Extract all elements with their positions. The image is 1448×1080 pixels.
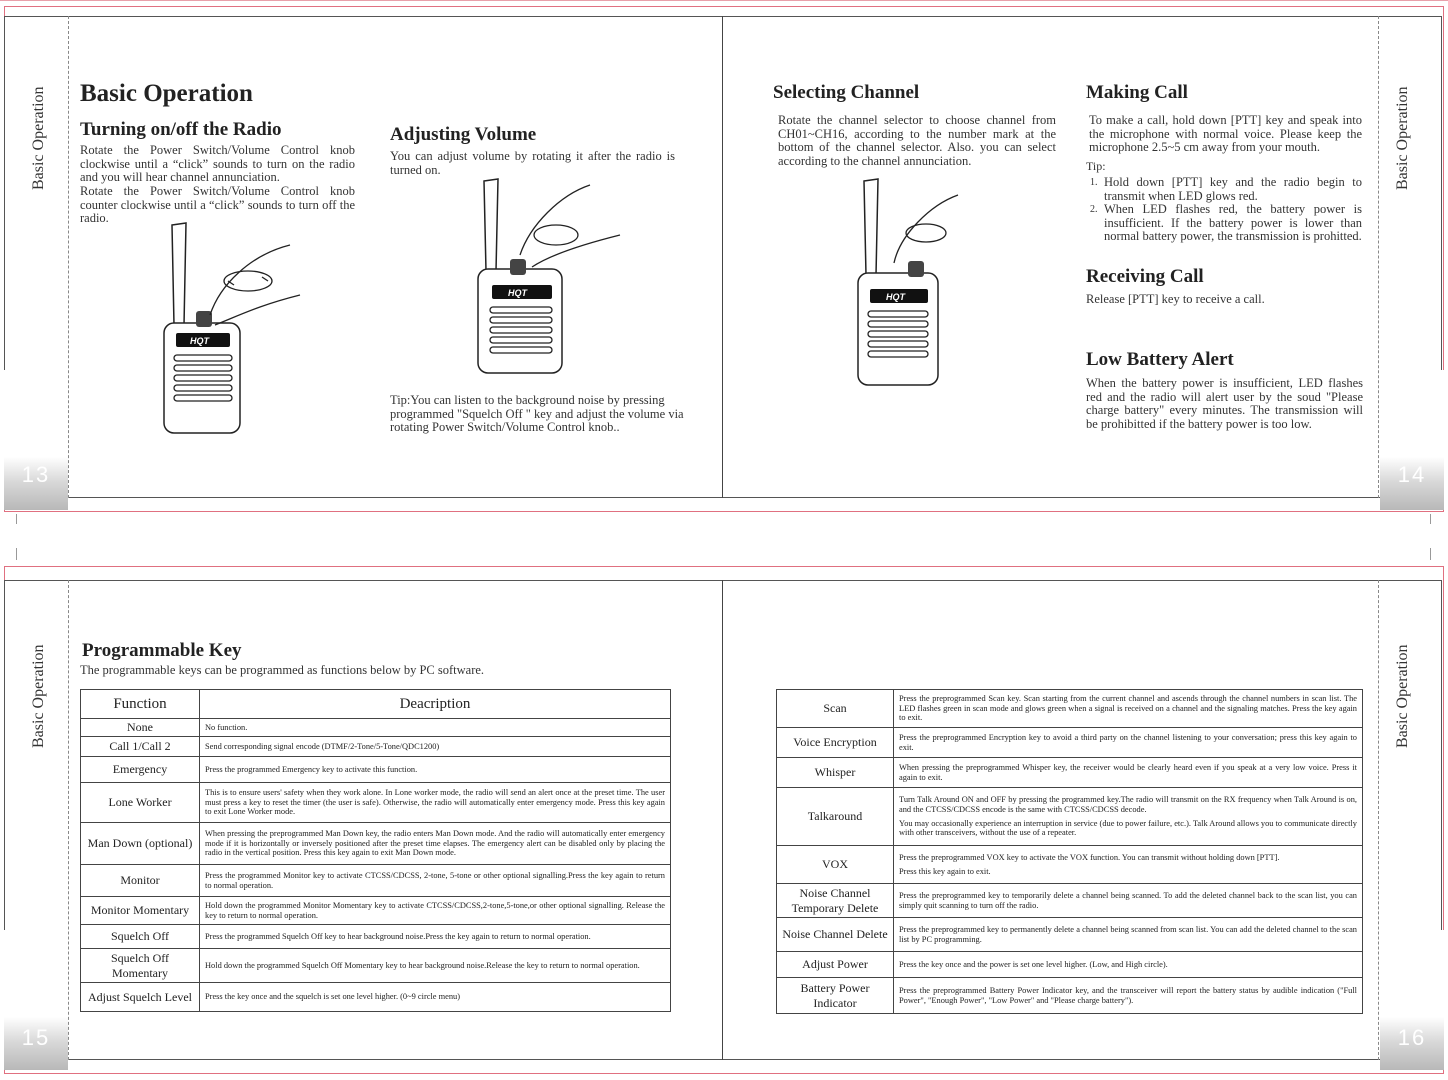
table-row <box>81 719 671 737</box>
center-fold-line <box>722 580 723 1060</box>
tip-item: 2. When LED flashes red, the battery power is insufficient. If the battery power is lower than normal battery power, the transmission is prohitted. <box>1090 202 1362 243</box>
description-cell: Press the preprogrammed key to temporarily delete a channel being scanned. To add the deleted channel back to the scan list, you can simply quit scanning to turn off the radio. <box>894 884 1363 918</box>
radio-power-illustration <box>150 215 310 435</box>
crop-mark <box>1430 548 1431 560</box>
function-cell: Noise Channel Delete <box>777 918 894 952</box>
making-call-heading: Making Call <box>1086 82 1188 103</box>
low-battery-heading: Low Battery Alert <box>1086 349 1234 370</box>
page-number-15: 15 <box>21 1025 51 1050</box>
function-cell: Battery Power Indicator <box>777 978 894 1014</box>
volume-heading: Adjusting Volume <box>390 124 537 145</box>
crop-mark <box>1430 514 1431 524</box>
col-function: Function <box>81 690 200 719</box>
table-row <box>81 783 671 823</box>
center-fold-line <box>722 16 723 498</box>
table-header-row <box>81 690 671 719</box>
description-cell: This is to ensure users' safety when they work alone. In Lone worker mode, the radio will send an alert once at the preset time. The user must press a key to reset the timer (the user is safe). Otherwise, the radio will automatically enter emergency mode. Press this key again to exit Lone Worker mode. <box>200 783 671 823</box>
radio-logo: HQT <box>190 336 209 346</box>
table-row <box>81 865 671 897</box>
description-cell: When pressing the preprogrammed Man Down key, the radio enters Man Down mode. And the radio will automatically enter emergency mode if it is horizontally or inversely positioned after the preset time elapses. The emergency alert can be disabled only by placing the radio in the vertical position. Press this key again to exit Man Down mode. <box>200 823 671 865</box>
programmable-key-intro: The programmable keys can be programmed as functions below by PC software. <box>80 663 485 677</box>
function-cell: Whisper <box>777 758 894 788</box>
table-row <box>777 846 1363 884</box>
function-cell: Squelch Off <box>81 925 200 949</box>
function-cell: Scan <box>777 690 894 728</box>
function-cell: Monitor Momentary <box>81 897 200 925</box>
side-label-14: Basic Operation <box>1394 86 1411 190</box>
radio-volume-illustration <box>470 175 630 375</box>
description-cell: Turn Talk Around ON and OFF by pressing the programmed key.The radio will transmit on the RX frequency when Talk Around is on, and the CTCSS/CDCSS encode is the same with CTCSS/CDCSS decode. You may occasionally experience an interruption in service (due to power failure, etc.). Talk Around allows you to communicate directly with other transceivers, without the use of a repeater. <box>894 788 1363 846</box>
programmable-key-table <box>80 689 671 1012</box>
page-title: Basic Operation <box>80 80 253 107</box>
page-number-14: 14 <box>1397 462 1427 487</box>
table-row <box>81 823 671 865</box>
crop-mark <box>16 514 17 524</box>
description-cell: No function. <box>200 719 671 737</box>
margin-line <box>68 580 69 1060</box>
right-gutter-14 <box>1380 370 1444 510</box>
function-cell: Voice Encryption <box>777 728 894 758</box>
turning-heading: Turning on/off the Radio <box>80 119 282 140</box>
description-cell: Press the programmed Squelch Off key to hear background noise.Press the key again to return to normal operation. <box>200 925 671 949</box>
description-cell: Press the preprogrammed Scan key. Scan starting from the current channel and ascends through the channel numbers in scan list. The LED flashes green in scan mode and glows green when a signal is received on a channel and the signaling matches. Press the key again to exit. <box>894 690 1363 728</box>
function-cell: Squelch Off Momentary <box>81 949 200 983</box>
margin-line <box>1378 16 1379 498</box>
channel-heading: Selecting Channel <box>773 82 920 103</box>
description-cell: Press the programmed Monitor key to activate CTCSS/CDCSS, 2-tone, 5-tone or other optional signalling.Press the key again to return to normal operation. <box>200 865 671 897</box>
table-row <box>777 952 1363 978</box>
function-cell: Adjust Squelch Level <box>81 983 200 1012</box>
description-cell: Send corresponding signal encode (DTMF/2-Tone/5-Tone/QDC1200) <box>200 737 671 757</box>
side-label-15: Basic Operation <box>30 644 47 748</box>
volume-tip: Tip:You can listen to the background noise by pressing programmed "Squelch Off " key and adjust the volume via rotating Power Switch/Volume Control knob.. <box>390 393 684 434</box>
function-cell: Talkaround <box>777 788 894 846</box>
description-cell: Hold down the programmed Monitor Momentary key to activate CTCSS/CDCSS,2-tone,5-tone,or other optional signalling. Release the key to return to normal operation. <box>200 897 671 925</box>
making-call-body: To make a call, hold down [PTT] key and speak into the microphone with normal voice. Please keep the microphone 2.5~5 cm away from your mouth. <box>1089 113 1362 154</box>
description-cell: Press the preprogrammed Encryption key to avoid a third party on the channel listening to your conversation; press this key again to exit. <box>894 728 1363 758</box>
description-cell: Press the preprogrammed VOX key to activate the VOX function. You can transmit without holding down [PTT]. Press this key again to exit. <box>894 846 1363 884</box>
tip-item: 1. Hold down [PTT] key and the radio begin to transmit when LED glows red. <box>1090 175 1362 203</box>
function-cell: Noise Channel Temporary Delete <box>777 884 894 918</box>
radio-channel-illustration <box>850 175 960 390</box>
programmable-key-heading: Programmable Key <box>82 640 242 661</box>
table-row <box>81 983 671 1012</box>
side-label-13: Basic Operation <box>30 86 47 190</box>
svg-text:HQT: HQT <box>886 292 905 302</box>
table-row <box>777 918 1363 952</box>
table-row <box>777 788 1363 846</box>
programmable-key-table-continued <box>776 689 1363 1014</box>
table-row <box>81 737 671 757</box>
description-cell: Press the preprogrammed Battery Power Indicator key, and the transceiver will report the battery status by audible indication ("Full Power", "Enough Power", "Low Power" and "Please charge battery"). <box>894 978 1363 1014</box>
description-cell: Press the key once and the squelch is set one level higher. (0~9 circle menu) <box>200 983 671 1012</box>
margin-line <box>68 16 69 498</box>
description-cell: Press the programmed Emergency key to activate this function. <box>200 757 671 783</box>
table-row <box>777 690 1363 728</box>
description-cell: Hold down the programmed Squelch Off Momentary key to hear background noise.Release the key to return to normal operation. <box>200 949 671 983</box>
description-cell: When pressing the preprogrammed Whisper key, the receiver would be clearly heard even if you speak at a very low voice. Press it again to exit. <box>894 758 1363 788</box>
side-label-16: Basic Operation <box>1394 644 1411 748</box>
left-gutter-13 <box>4 370 68 510</box>
function-cell: Call 1/Call 2 <box>81 737 200 757</box>
function-cell: None <box>81 719 200 737</box>
description-cell: Press the key once and the power is set one level higher. (Low, and High circle). <box>894 952 1363 978</box>
table-row <box>777 728 1363 758</box>
function-cell: VOX <box>777 846 894 884</box>
making-call-tips <box>1090 176 1362 244</box>
function-cell: Lone Worker <box>81 783 200 823</box>
table-row <box>777 978 1363 1014</box>
table-row <box>777 884 1363 918</box>
svg-text:HQT: HQT <box>508 288 527 298</box>
receiving-call-heading: Receiving Call <box>1086 266 1204 287</box>
function-cell: Man Down (optional) <box>81 823 200 865</box>
tip-label: Tip: <box>1086 159 1106 173</box>
page-number-16: 16 <box>1397 1025 1427 1050</box>
turning-body-on: Rotate the Power Switch/Volume Control knob clockwise until a “click” sounds to turn on the radio and you will hear channel annunciation. <box>80 143 355 184</box>
function-cell: Adjust Power <box>777 952 894 978</box>
table-row <box>81 925 671 949</box>
channel-body: Rotate the channel selector to choose channel from CH01~CH16, according to the number mark at the bottom of the channel selector. Also. you can select according to the channel annunciation. <box>778 113 1056 168</box>
volume-body: You can adjust volume by rotating it after the radio is turned on. <box>390 149 675 177</box>
margin-line <box>1378 580 1379 1060</box>
crop-mark <box>16 548 17 560</box>
turning-body-off: Rotate the Power Switch/Volume Control knob counter clockwise until a “click” sounds to turn off the radio. <box>80 184 355 225</box>
description-cell: Press the preprogrammed key to permanently delete a channel being scanned from scan list. You can add the deleted channel to the scan list by PC programming. <box>894 918 1363 952</box>
function-cell: Emergency <box>81 757 200 783</box>
table-row <box>777 758 1363 788</box>
low-battery-body: When the battery power is insufficient, LED flashes red and the radio will alert user by the soud "Please charge battery" every minutes. The transmission will be prohibitted if the battery power is too low. <box>1086 376 1363 431</box>
table-row <box>81 757 671 783</box>
col-description: Deacription <box>200 690 671 719</box>
receiving-call-body: Release [PTT] key to receive a call. <box>1086 292 1265 306</box>
table-row <box>81 949 671 983</box>
page-number-13: 13 <box>21 462 51 487</box>
function-cell: Monitor <box>81 865 200 897</box>
table-row <box>81 897 671 925</box>
crop-mark-top <box>0 0 1448 1</box>
